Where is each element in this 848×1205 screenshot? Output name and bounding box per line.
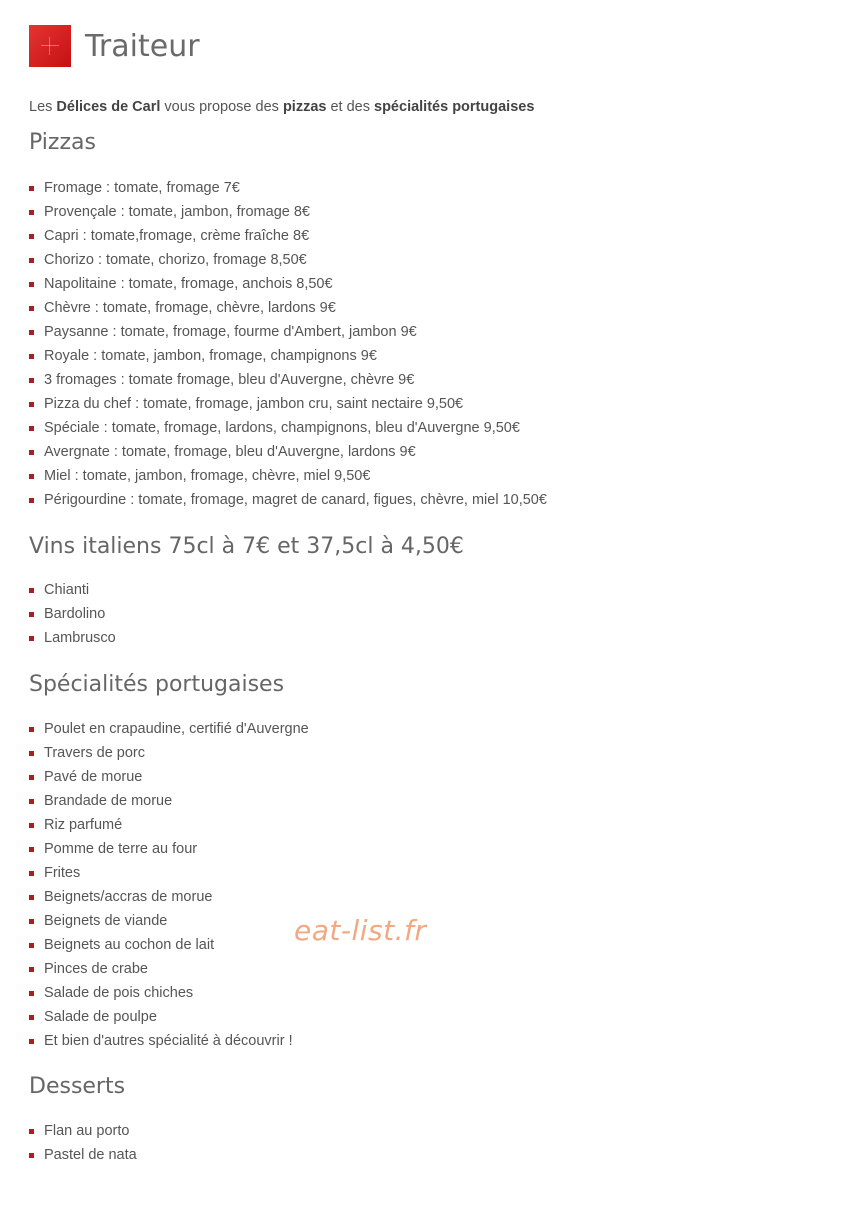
bullet-icon — [29, 498, 34, 503]
bullet-icon — [29, 636, 34, 641]
list-item — [29, 272, 547, 296]
item-label: Chianti — [44, 582, 90, 598]
intro-highlight-specialties: spécialités portugaises — [374, 99, 535, 115]
list-item — [29, 1029, 309, 1053]
bullet-icon — [29, 210, 34, 215]
intro-part: et des — [326, 99, 375, 115]
section-title-specialties: Spécialités portugaises — [29, 672, 285, 697]
item-label: Avergnate : tomate, fromage, bleu d'Auvergne, lardons 9€ — [44, 444, 416, 460]
bullet-icon — [29, 727, 34, 732]
item-label: Périgourdine : tomate, fromage, magret de canard, figues, chèvre, miel 10,50€ — [44, 492, 547, 508]
bullet-icon — [29, 330, 34, 335]
bullet-icon — [29, 919, 34, 924]
bullet-icon — [29, 612, 34, 617]
item-label: Pomme de terre au four — [44, 841, 198, 857]
list-item — [29, 1005, 309, 1029]
bullet-icon — [29, 943, 34, 948]
list-item — [29, 909, 309, 933]
bullet-icon — [29, 847, 34, 852]
list-item — [29, 464, 547, 488]
list-item — [29, 200, 547, 224]
bullet-icon — [29, 1129, 34, 1134]
bullet-icon — [29, 775, 34, 780]
list-item — [29, 717, 309, 741]
item-label: Beignets/accras de morue — [44, 889, 213, 905]
item-label: Flan au porto — [44, 1123, 130, 1139]
specialty-list — [29, 717, 309, 1053]
bullet-icon — [29, 426, 34, 431]
list-item — [29, 837, 309, 861]
list-item — [29, 1119, 137, 1143]
list-item — [29, 320, 547, 344]
list-item — [29, 248, 547, 272]
bullet-icon — [29, 186, 34, 191]
bullet-icon — [29, 967, 34, 972]
item-label: Lambrusco — [44, 630, 116, 646]
bullet-icon — [29, 402, 34, 407]
restaurant-name: Délices de Carl — [56, 99, 161, 115]
item-label: Paysanne : tomate, fromage, fourme d'Ambert, jambon 9€ — [44, 324, 417, 340]
intro-text — [29, 99, 534, 115]
item-label: Capri : tomate,fromage, crème fraîche 8€ — [44, 228, 310, 244]
list-item — [29, 885, 309, 909]
item-label: Napolitaine : tomate, fromage, anchois 8,50€ — [44, 276, 333, 292]
item-label: Poulet en crapaudine, certifié d'Auvergne — [44, 721, 309, 737]
item-label: Salade de pois chiches — [44, 985, 194, 1001]
logo-icon — [29, 25, 71, 67]
bullet-icon — [29, 895, 34, 900]
wine-list — [29, 578, 116, 650]
intro-part: vous propose des — [160, 99, 283, 115]
intro-part: Les — [29, 99, 57, 115]
bullet-icon — [29, 306, 34, 311]
item-label: Provençale : tomate, jambon, fromage 8€ — [44, 204, 310, 220]
list-item — [29, 224, 547, 248]
list-item — [29, 440, 547, 464]
list-item — [29, 765, 309, 789]
intro-highlight-pizzas: pizzas — [282, 99, 327, 115]
bullet-icon — [29, 751, 34, 756]
list-item — [29, 602, 116, 626]
item-label: Frites — [44, 865, 81, 881]
list-item — [29, 626, 116, 650]
bullet-icon — [29, 258, 34, 263]
page-title: Traiteur — [85, 28, 200, 64]
section-title-pizzas: Pizzas — [29, 130, 96, 155]
item-label: Riz parfumé — [44, 817, 123, 833]
bullet-icon — [29, 871, 34, 876]
item-label: Chèvre : tomate, fromage, chèvre, lardons 9€ — [44, 300, 336, 316]
list-item — [29, 392, 547, 416]
item-label: Chorizo : tomate, chorizo, fromage 8,50€ — [44, 252, 307, 268]
item-label: Fromage : tomate, fromage 7€ — [44, 180, 240, 196]
list-item — [29, 861, 309, 885]
list-item — [29, 344, 547, 368]
section-title-desserts: Desserts — [29, 1074, 126, 1099]
list-item — [29, 1143, 137, 1167]
list-item — [29, 741, 309, 765]
bullet-icon — [29, 378, 34, 383]
bullet-icon — [29, 282, 34, 287]
list-item — [29, 416, 547, 440]
bullet-icon — [29, 1015, 34, 1020]
item-label: Beignets de viande — [44, 913, 168, 929]
bullet-icon — [29, 474, 34, 479]
list-item — [29, 296, 547, 320]
list-item — [29, 789, 309, 813]
item-label: Spéciale : tomate, fromage, lardons, champignons, bleu d'Auvergne 9,50€ — [44, 420, 520, 436]
item-label: Brandade de morue — [44, 793, 173, 809]
list-item — [29, 813, 309, 837]
item-label: Travers de porc — [44, 745, 145, 761]
item-label: Pinces de crabe — [44, 961, 148, 977]
list-item — [29, 578, 116, 602]
item-label: Bardolino — [44, 606, 106, 622]
pizza-list — [29, 176, 547, 512]
bullet-icon — [29, 823, 34, 828]
bullet-icon — [29, 799, 34, 804]
section-title-wines: Vins italiens 75cl à 7€ et 37,5cl à 4,50€ — [29, 534, 464, 559]
item-label: Royale : tomate, jambon, fromage, champignons 9€ — [44, 348, 377, 364]
bullet-icon — [29, 1039, 34, 1044]
bullet-icon — [29, 354, 34, 359]
page-header — [29, 24, 200, 68]
bullet-icon — [29, 991, 34, 996]
list-item — [29, 933, 309, 957]
item-label: Pastel de nata — [44, 1147, 137, 1163]
item-label: Miel : tomate, jambon, fromage, chèvre, miel 9,50€ — [44, 468, 371, 484]
item-label: Beignets au cochon de lait — [44, 937, 215, 953]
item-label: Et bien d'autres spécialité à découvrir ! — [44, 1033, 293, 1049]
bullet-icon — [29, 450, 34, 455]
item-label: Pavé de morue — [44, 769, 143, 785]
list-item — [29, 368, 547, 392]
item-label: Pizza du chef : tomate, fromage, jambon cru, saint nectaire 9,50€ — [44, 396, 464, 412]
watermark: eat-list.fr — [294, 914, 427, 947]
bullet-icon — [29, 1153, 34, 1158]
dessert-list — [29, 1119, 137, 1167]
bullet-icon — [29, 234, 34, 239]
item-label: Salade de poulpe — [44, 1009, 157, 1025]
bullet-icon — [29, 588, 34, 593]
item-label: 3 fromages : tomate fromage, bleu d'Auvergne, chèvre 9€ — [44, 372, 415, 388]
list-item — [29, 488, 547, 512]
list-item — [29, 981, 309, 1005]
list-item — [29, 957, 309, 981]
list-item — [29, 176, 547, 200]
